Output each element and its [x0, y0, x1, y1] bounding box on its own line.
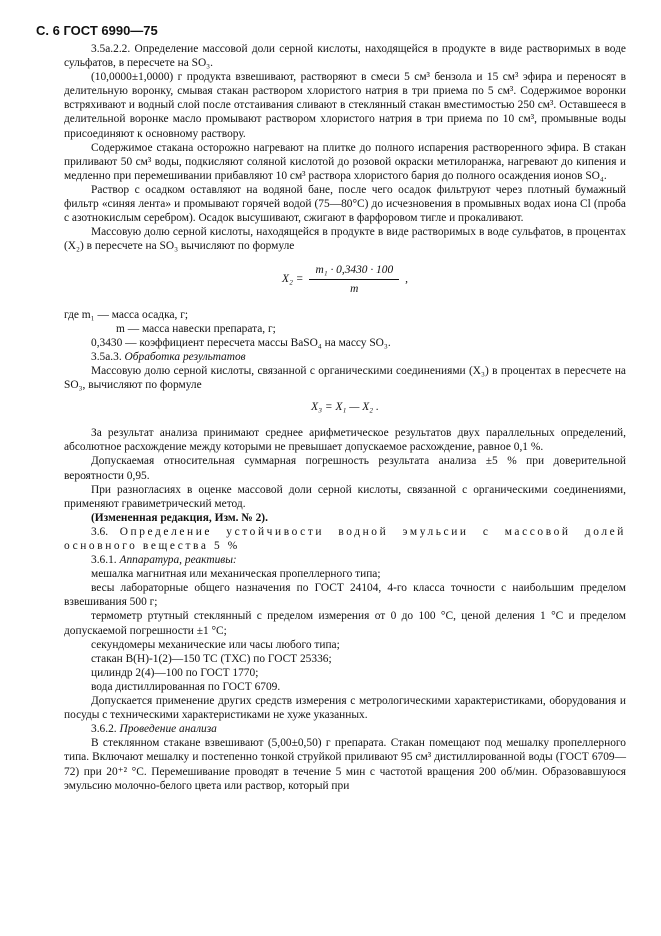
paragraph: Содержимое стакана осторожно нагревают на плитке до полного испарения растворенного эфира. В стакан приливают 50 см³ воды, подкисляют соляной кислотой до розовой окраски метилоранжа, нагревают до кипения и медленно при перемешивании прибавляют 10 см³ раствора хлористого бария до полного осаждения ионов SO₄.	[64, 141, 626, 182]
formula-denominator: m	[350, 282, 359, 295]
paragraph: 3.5а.2.2. Определение массовой доли серной кислоты, находящейся в продукте в виде растворимых в воде сульфатов, в пересчете на SO₃.	[64, 43, 626, 70]
paragraph: Массовую долю серной кислоты, находящейся в продукте в виде растворимых в воде сульфатов, в процентах (X₂) в пересчете на SO₃ вычисляют по формуле	[64, 226, 626, 253]
paragraph: За результат анализа принимают среднее арифметическое результатов двух параллельных определений, абсолютное расхождение между которыми не превышает допускаемое расхождение, равное 0,1 %.	[64, 427, 626, 454]
edit-note: (Измененная редакция, Изм. № 2).	[91, 511, 268, 524]
formula-fraction	[309, 263, 399, 295]
list-item: вода дистиллированная по ГОСТ 6709.	[91, 680, 281, 693]
section-heading	[64, 525, 626, 553]
list-item: термометр ртутный стеклянный с пределом измерения от 0 до 100 °С, ценой деления 1 °С и пределом допускаемой погрешности ±1 °С;	[64, 610, 626, 637]
paragraph: В стеклянном стакане взвешивают (5,00±0,50) г препарата. Стакан помещают под мешалку пропеллерного типа. Включают мешалку и постепенно тонкой струйкой приливают 95 см³ дистиллированной воды (ГОСТ 6709—72) при 20⁺² °С. Перемешивание проводят в течение 5 мин с частотой вращения 200 об/мин. Образовавшуюся эмульсию молочно-белого цвета или раствор, который при	[64, 737, 626, 792]
paragraph: При разногласиях в оценке массовой доли серной кислоты, связанной с органическими соединениями, применяют гравиметрический метод.	[64, 483, 626, 510]
section-title: Аппаратура, реактивы:	[119, 554, 237, 567]
section-heading	[64, 553, 626, 567]
paragraph: Массовую долю серной кислоты, связанной с органическими соединениями (X₃) в процентах в пересчете на SO₃, вычисляют по формуле	[64, 364, 626, 392]
section-heading	[64, 722, 626, 736]
list-item: цилиндр 2(4)—100 по ГОСТ 1770;	[91, 666, 259, 679]
formula-tail: ,	[405, 273, 408, 286]
formula-x2	[64, 263, 626, 295]
paragraph: Допускается применение других средств измерения с метрологическими характеристиками, оборудования и посуды с техническими характеристиками не хуже указанных.	[64, 695, 626, 722]
list-item: секундомеры механические или часы любого типа;	[91, 638, 340, 651]
formula-x3: X₃ = X₁ — X₂ .	[311, 401, 379, 414]
where-line: где m₁ — масса осадка, г;	[64, 308, 189, 321]
section-number: 3.6.2.	[91, 723, 117, 736]
section-title: Проведение анализа	[119, 723, 217, 736]
where-line: m — масса навески препарата, г;	[116, 322, 276, 335]
list-item: мешалка магнитная или механическая пропеллерного типа;	[91, 568, 381, 581]
where-line: 0,3430 — коэффициент пересчета массы BaSO₄ на массу SO₃.	[91, 336, 391, 349]
section-number: 3.5а.3.	[91, 350, 122, 363]
formula-lhs: X₂ =	[282, 273, 304, 286]
paragraph: Допускаемая относительная суммарная погрешность результата анализа ±5 % при доверительной вероятности 0,95.	[64, 455, 626, 482]
list-item: стакан В(Н)-1(2)—150 ТС (ТХС) по ГОСТ 25336;	[91, 652, 332, 665]
section-number: 3.6.	[91, 525, 109, 538]
document-body	[64, 42, 626, 793]
section-title: Определение устойчивости водной эмульсии с массовой долей основного вещества 5 %	[64, 525, 626, 552]
paragraph: Раствор с осадком оставляют на водяной бане, после чего осадок фильтруют через плотный бумажный фильтр «синяя лента» и промывают горячей водой (75—80°С) до исчезновения в промывных водах иона Cl (проба с азотнокислым серебром). Осадок высушивают, сжигают в фарфоровом тигле и прокаливают.	[64, 183, 626, 225]
paragraph: (10,0000±1,0000) г продукта взвешивают, растворяют в смеси 5 см³ бензола и 15 см³ эфира и переносят в делительную воронку, смывая стакан раствором хлористого натрия в три приема по 5 см³. Содержимое воронки встряхивают и водный слой после отстаивания сливают в стеклянный стакан вместимостью 250 см³. Оставшееся в делительной воронке масло промывают раствором хлористого натрия в три приема по 10 см³, промывные воды присоединяют к основному раствору.	[64, 71, 626, 140]
formula-numerator: m₁ · 0,3430 · 100	[309, 263, 399, 279]
list-item: весы лабораторные общего назначения по ГОСТ 24104, 4-го класса точности с наибольшим пределом взвешивания 500 г;	[64, 582, 626, 609]
section-heading	[64, 350, 626, 364]
section-title: Обработка результатов	[124, 350, 246, 363]
section-number: 3.6.1.	[91, 554, 117, 567]
page-header: С. 6 ГОСТ 6990—75	[36, 23, 158, 38]
